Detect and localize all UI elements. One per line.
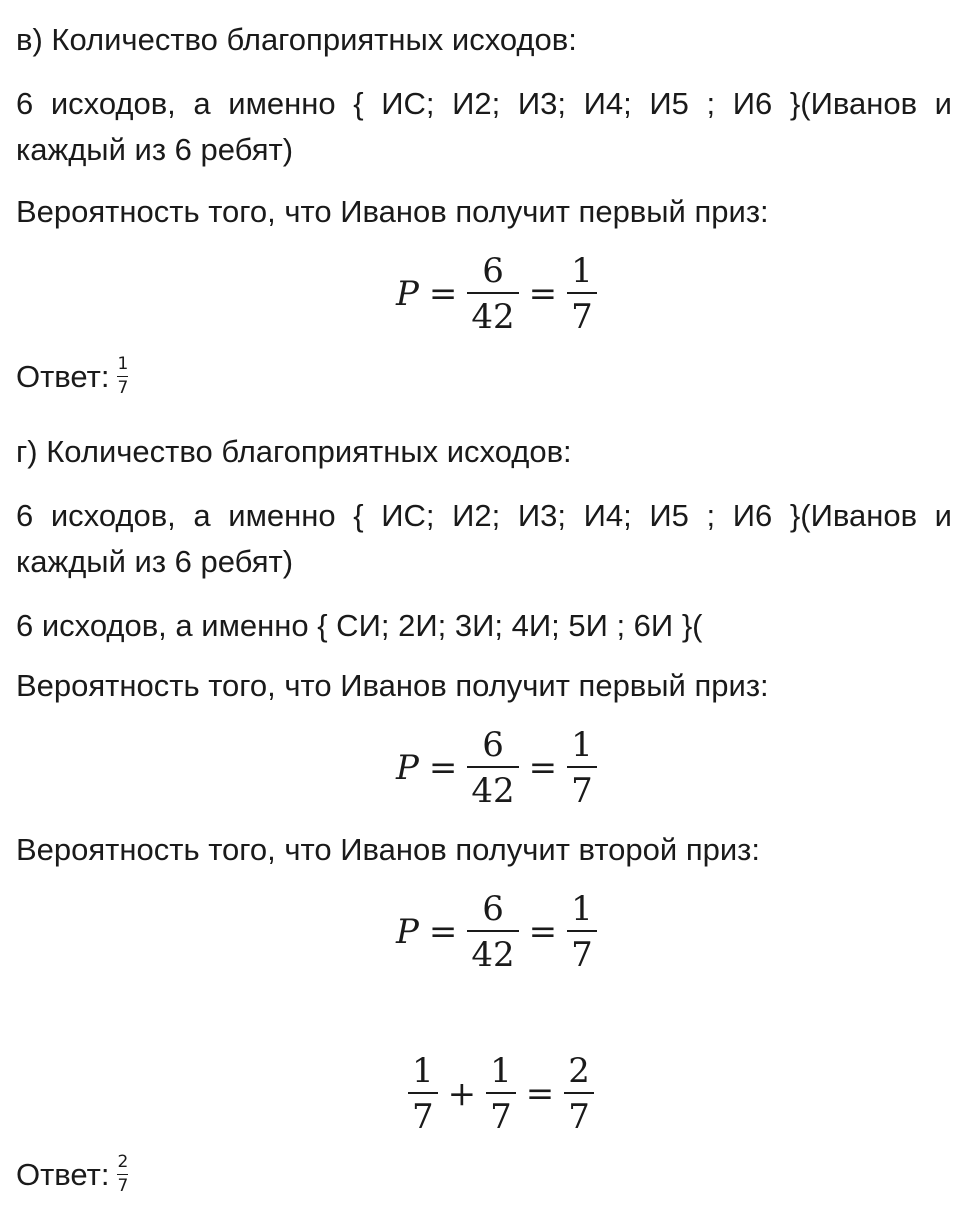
numerator: 6 <box>482 251 504 291</box>
section-g-outcomes-line2: каждый из 6 ребят) <box>16 544 294 579</box>
fraction <box>467 889 518 975</box>
numerator: 1 <box>117 354 129 374</box>
numerator: 1 <box>412 1051 434 1091</box>
section-v-probability-text: Вероятность того, что Иванов получит первый приз: <box>16 194 769 229</box>
denominator: 42 <box>471 935 515 975</box>
denominator: 7 <box>571 297 593 337</box>
fraction <box>567 725 597 811</box>
denominator: 42 <box>471 297 515 337</box>
fraction <box>564 1051 594 1137</box>
fraction <box>567 889 597 975</box>
answer-label: Ответ: <box>16 358 110 394</box>
fraction-bar <box>117 1174 128 1175</box>
section-g-outcomes-line1: 6 исходов, а именно { ИС; И2; И3; И4; И5 ; И6 }(Иванов и <box>16 498 952 533</box>
answer-fraction <box>117 356 128 397</box>
numerator: 1 <box>490 1051 512 1091</box>
denominator: 7 <box>568 1097 590 1137</box>
numerator: 6 <box>482 725 504 765</box>
denominator: 7 <box>571 935 593 975</box>
section-g-formula-first <box>396 725 597 811</box>
section-g-probability-first-text: Вероятность того, что Иванов получит первый приз: <box>16 668 769 703</box>
equals-sign: = <box>528 748 558 788</box>
section-g-heading: г) Количество благоприятных исходов: <box>16 434 572 469</box>
section-g-formula-second <box>396 889 597 975</box>
formula-variable: P <box>396 274 419 314</box>
equals-sign: = <box>428 274 458 314</box>
numerator: 1 <box>571 725 593 765</box>
numerator: 1 <box>571 889 593 929</box>
section-v-outcomes-line1: 6 исходов, а именно { ИС; И2; И3; И4; И5 ; И6 }(Иванов и <box>16 86 952 121</box>
formula-variable: P <box>396 912 419 952</box>
numerator: 1 <box>571 251 593 291</box>
formula-variable: P <box>396 748 419 788</box>
equals-sign: = <box>528 912 558 952</box>
section-v-outcomes-line2: каждый из 6 ребят) <box>16 132 294 167</box>
section-v-answer <box>16 356 128 397</box>
denominator: 7 <box>412 1097 434 1137</box>
numerator: 2 <box>568 1051 590 1091</box>
numerator: 6 <box>482 889 504 929</box>
fraction <box>567 251 597 337</box>
fraction <box>467 251 518 337</box>
numerator: 2 <box>117 1152 129 1172</box>
section-g-probability-second-text: Вероятность того, что Иванов получит второй приз: <box>16 832 760 867</box>
section-g-outcomes-line3: 6 исходов, а именно { СИ; 2И; 3И; 4И; 5И ; 6И }( <box>16 608 703 643</box>
denominator: 7 <box>490 1097 512 1137</box>
section-g-answer <box>16 1154 128 1195</box>
section-g-sum-formula <box>408 1051 594 1137</box>
fraction <box>467 725 518 811</box>
denominator: 7 <box>117 1176 129 1196</box>
section-v-formula <box>396 251 597 337</box>
fraction <box>486 1051 516 1137</box>
denominator: 7 <box>571 771 593 811</box>
equals-sign: = <box>528 274 558 314</box>
answer-label: Ответ: <box>16 1156 110 1192</box>
denominator: 42 <box>471 771 515 811</box>
fraction <box>408 1051 438 1137</box>
equals-sign: = <box>428 748 458 788</box>
section-v-heading: в) Количество благоприятных исходов: <box>16 22 577 57</box>
plus-sign: + <box>447 1074 477 1114</box>
answer-fraction <box>117 1154 128 1195</box>
fraction-bar <box>117 376 128 377</box>
equals-sign: = <box>428 912 458 952</box>
equals-sign: = <box>525 1074 555 1114</box>
denominator: 7 <box>117 378 129 398</box>
